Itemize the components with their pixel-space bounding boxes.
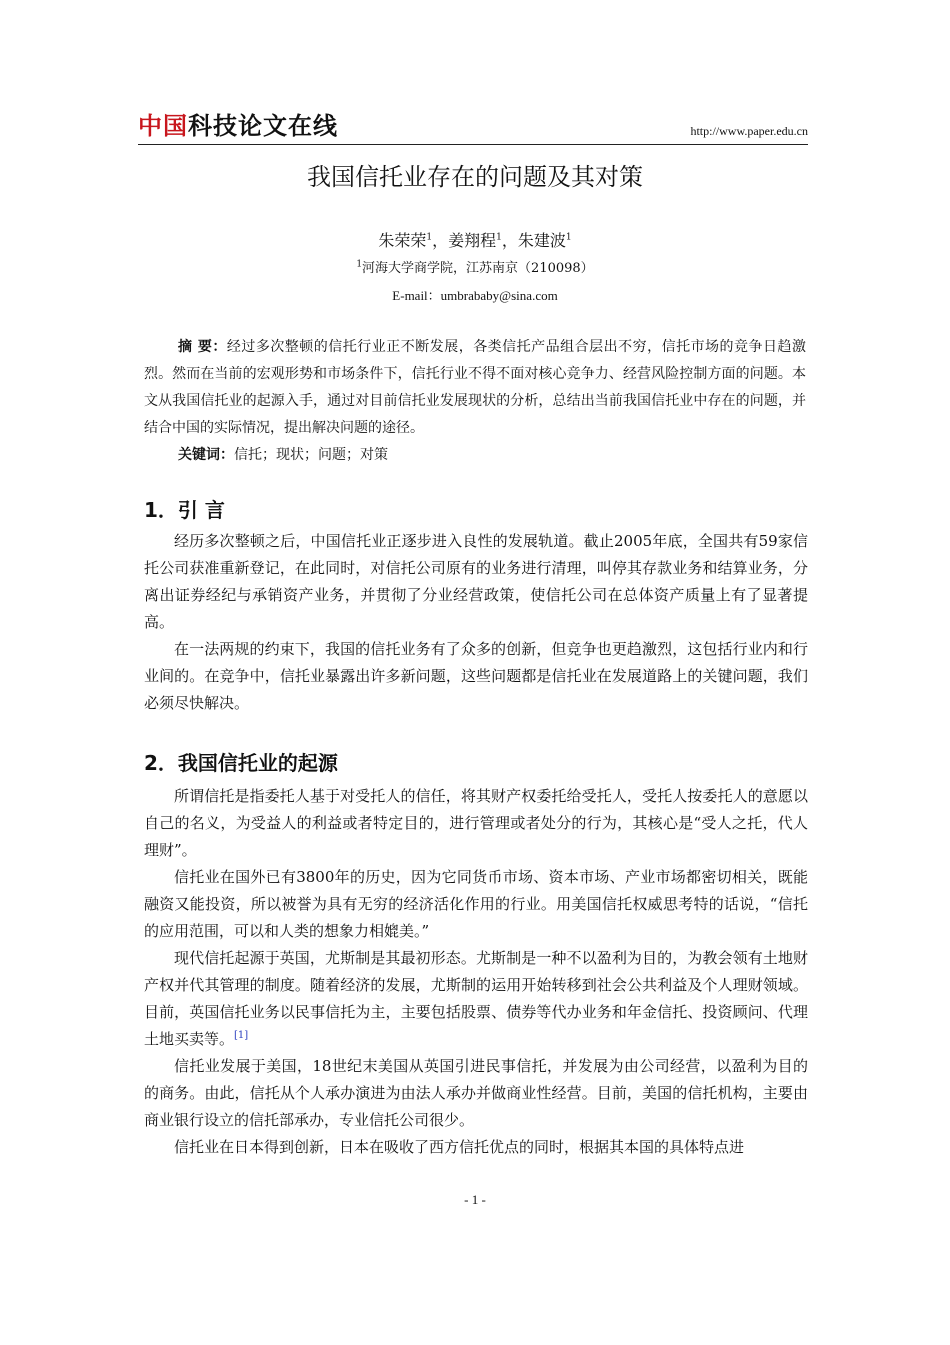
author-affil-mark: 1 [426,232,433,243]
author-email[interactable]: E-mail：umbrababy@sina.com [392,288,558,303]
page-header [138,108,808,145]
body-paragraph: 经历多次整顿之后，中国信托业正逐步进入良性的发展轨道。截止2005年底，全国共有59家信托公司获准重新登记，在此同时，对信托公司原有的业务进行清理，叫停其存款业务和结算业务，分离出证券经纪与承销资产业务，并贯彻了分业经营政策，使信托公司在总体资产质量上有了显著提高。 [144,532,808,631]
author-list [0,229,950,253]
keywords [178,442,388,469]
author-affil-mark: 1 [496,232,502,243]
affiliation-mark: 1 [356,259,363,270]
citation-link[interactable]: [1] [234,1030,249,1041]
author-separator: ， [501,231,518,250]
paragraph-text: 现代信托起源于英国，尤斯制是其最初形态。尤斯制是一种不以盈利为目的，为教会领有土地财产权并代其管理的制度。随着经济的发展，尤斯制的运用开始转移到社会公共利益及个人理财领域。目前，英国信托业务以民事信托为主，主要包括股票、债券等代办业务和年金信托、投资顾问、代理土地买卖等。 [144,949,808,1048]
page-number: - 1 - [464,1192,486,1207]
author-affil-mark: 1 [565,232,572,243]
affiliation [0,259,950,279]
author-name: 姜翔程 [448,231,497,250]
abstract-label: 摘 要： [178,339,227,355]
abstract [144,334,806,442]
keywords-label: 关键词： [178,447,234,463]
author-separator: ， [432,231,449,250]
logo-black-text: 科技论文在线 [188,112,338,140]
affiliation-text: 河海大学商学院，江苏南京（210098） [362,261,594,276]
paper-title: 我国信托业存在的问题及其对策 [307,163,643,191]
author-name: 朱荣荣 [378,231,427,250]
body-paragraph: 信托业在日本得到创新，日本在吸收了西方信托优点的同时，根据其本国的具体特点进 [174,1138,745,1156]
body-paragraph: 在一法两规的约束下，我国的信托业务有了众多的创新，但竞争也更趋激烈，这包括行业内和行业间的。在竞争中，信托业暴露出许多新问题，这些问题都是信托业在发展道路上的关键问题，我们必须尽快解决。 [144,640,808,712]
keywords-text: 信托；现状；问题；对策 [234,447,388,463]
body-paragraph [144,945,808,1053]
logo-red-text: 中国 [138,112,188,140]
section-heading-1: 1．引 言 [144,498,225,522]
body-paragraph: 所谓信托是指委托人基于对受托人的信任，将其财产权委托给受托人，受托人按委托人的意愿以自己的名义，为受益人的利益或者特定目的，进行管理或者处分的行为，其核心是“受人之托，代人理财”。 [144,787,808,859]
body-paragraph: 信托业发展于美国，18世纪末美国从英国引进民事信托，并发展为由公司经营，以盈利为目的的商务。由此，信托从个人承办演进为由法人承办并做商业性经营。目前，美国的信托机构，主要由商业银行设立的信托部承办，专业信托公司很少。 [144,1057,808,1129]
site-url[interactable]: http://www.paper.edu.cn [690,124,808,138]
site-logo[interactable] [138,112,338,140]
author-name: 朱建波 [517,231,566,250]
abstract-text: 经过多次整顿的信托行业正不断发展，各类信托产品组合层出不穷，信托市场的竞争日趋激烈。然而在当前的宏观形势和市场条件下，信托行业不得不面对核心竞争力、经营风险控制方面的问题。本文从我国信托业的起源入手，通过对目前信托业发展现状的分析，总结出当前我国信托业中存在的问题，并结合中国的实际情况，提出解决问题的途径。 [144,339,807,436]
body-paragraph: 信托业在国外已有3800年的历史，因为它同货币市场、资本市场、产业市场都密切相关，既能融资又能投资，所以被誉为具有无穷的经济活化作用的行业。用美国信托权威思考特的话说，“信托的应用范围，可以和人类的想象力相媲美。” [144,868,808,940]
section-heading-2: 2．我国信托业的起源 [144,751,338,775]
